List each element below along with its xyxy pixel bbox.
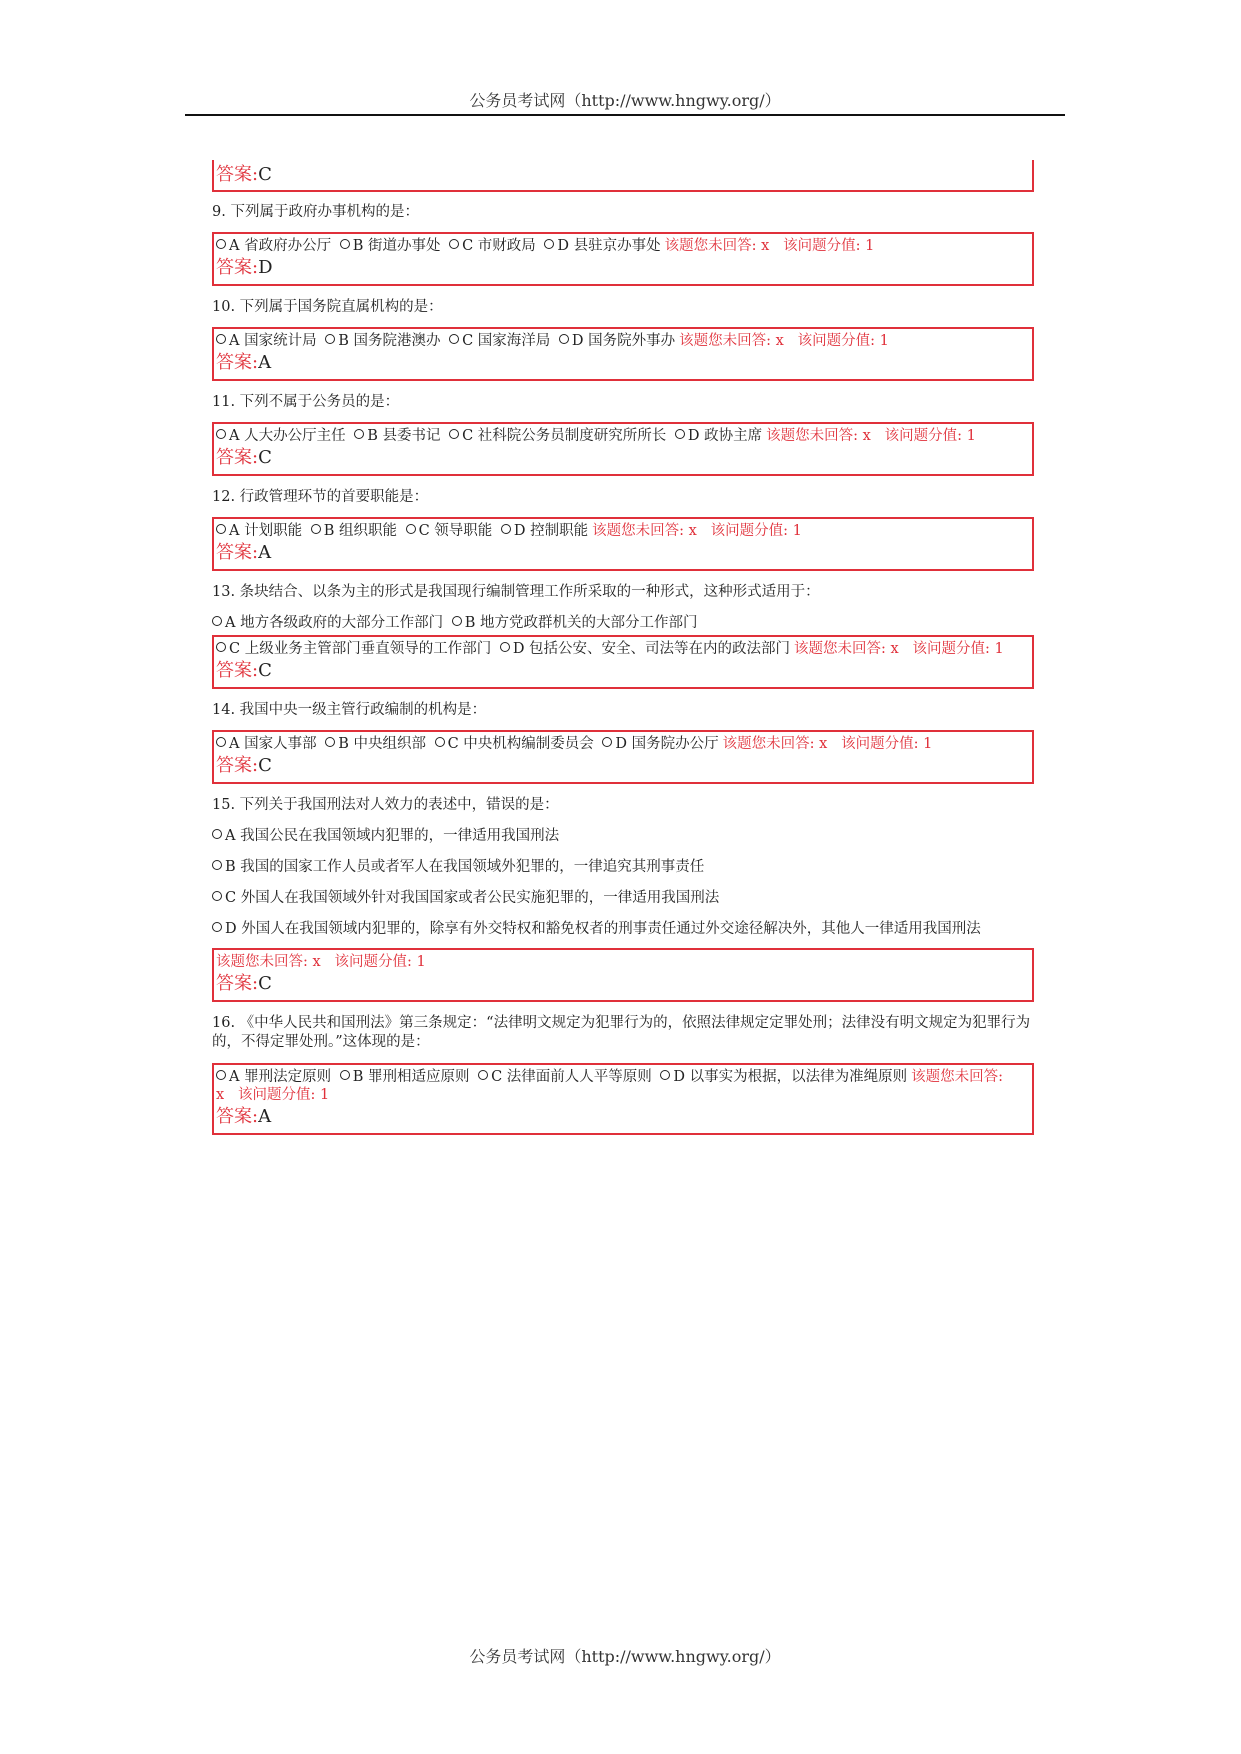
radio-icon[interactable] xyxy=(449,429,459,439)
option-c[interactable]: C 国家海洋局 xyxy=(449,333,550,349)
radio-icon[interactable] xyxy=(212,922,222,932)
radio-icon[interactable] xyxy=(478,1070,488,1080)
option-b[interactable]: B 罪刑相适应原则 xyxy=(340,1069,470,1085)
option-c[interactable]: C 中央机构编制委员会 xyxy=(435,736,594,752)
answer-line: 答案:C xyxy=(216,660,272,681)
radio-icon[interactable] xyxy=(212,829,222,839)
question-11: 11. 下列不属于公务员的是： xyxy=(212,394,400,410)
answer-line: 答案:C xyxy=(216,447,272,468)
question-13: 13. 条块结合、以条为主的形式是我国现行编制管理工作所采取的一种形式，这种形式适用于： xyxy=(212,584,820,600)
radio-icon[interactable] xyxy=(452,616,462,626)
header-rule xyxy=(185,114,1065,116)
unanswered-note: 该题您未回答: x xyxy=(592,523,697,539)
radio-icon[interactable] xyxy=(500,642,510,652)
radio-icon[interactable] xyxy=(435,737,445,747)
radio-icon[interactable] xyxy=(675,429,685,439)
question-9: 9. 下列属于政府办事机构的是： xyxy=(212,204,419,220)
option-d[interactable]: D 包括公安、安全、司法等在内的政法部门 xyxy=(500,641,790,657)
page-footer: 公务员考试网（http://www.hngwy.org/） xyxy=(469,1647,781,1666)
radio-icon[interactable] xyxy=(216,429,226,439)
radio-icon[interactable] xyxy=(216,524,226,534)
unanswered-note: 该题您未回答: x xyxy=(216,1069,1004,1103)
option-d[interactable]: D 国务院办公厅 xyxy=(602,736,718,752)
radio-icon[interactable] xyxy=(212,616,222,626)
radio-icon[interactable] xyxy=(212,860,222,870)
score-note: 该问题分值: 1 xyxy=(334,954,426,970)
answer-box-11 xyxy=(212,422,1034,476)
radio-icon[interactable] xyxy=(660,1070,670,1080)
radio-icon[interactable] xyxy=(449,334,459,344)
option-c[interactable]: C 外国人在我国领域外针对我国国家或者公民实施犯罪的，一律适用我国刑法 xyxy=(212,889,1032,908)
question-14: 14. 我国中央一级主管行政编制的机构是： xyxy=(212,702,487,718)
score-note: 该问题分值: 1 xyxy=(710,523,802,539)
radio-icon[interactable] xyxy=(216,737,226,747)
option-b[interactable]: B 我国的国家工作人员或者军人在我国领域外犯罪的，一律追究其刑事责任 xyxy=(212,858,1032,877)
question-16: 16. 《中华人民共和国刑法》第三条规定：“法律明文规定为犯罪行为的，依照法律规定定罪处刑；法律没有明文规定为犯罪行为的，不得定罪处刑。”这体现的是： xyxy=(212,1015,1031,1050)
answer-line: 答案:A xyxy=(216,352,272,373)
option-b[interactable]: B 组织职能 xyxy=(311,523,397,539)
radio-icon[interactable] xyxy=(216,239,226,249)
answer-line: 答案:A xyxy=(216,542,272,563)
radio-icon[interactable] xyxy=(340,1070,350,1080)
option-b[interactable]: B 地方党政群机关的大部分工作部门 xyxy=(452,615,698,631)
quiz-content xyxy=(212,160,1032,1135)
option-d[interactable]: D 以事实为根据，以法律为准绳原则 xyxy=(660,1069,907,1085)
unanswered-note: 该题您未回答: x xyxy=(664,238,770,254)
answer-box-9 xyxy=(212,232,1034,286)
answer-box-10 xyxy=(212,327,1034,381)
answer-box-13 xyxy=(212,635,1034,689)
score-note: 该问题分值: 1 xyxy=(841,736,933,752)
option-a[interactable]: A 国家统计局 xyxy=(216,333,317,349)
question-12: 12. 行政管理环节的首要职能是： xyxy=(212,489,429,505)
radio-icon[interactable] xyxy=(216,334,226,344)
option-d[interactable]: D 政协主席 xyxy=(675,428,762,444)
option-a[interactable]: A 计划职能 xyxy=(216,523,302,539)
radio-icon[interactable] xyxy=(449,239,459,249)
option-d[interactable]: D 外国人在我国领域内犯罪的，除享有外交特权和豁免权者的刑事责任通过外交途径解决外，其他人一律适用我国刑法 xyxy=(212,920,1032,939)
option-b[interactable]: B 县委书记 xyxy=(354,428,440,444)
score-note: 该问题分值: 1 xyxy=(797,333,889,349)
radio-icon[interactable] xyxy=(559,334,569,344)
unanswered-note: 该题您未回答: x xyxy=(722,736,828,752)
option-a[interactable]: A 国家人事部 xyxy=(216,736,317,752)
answer-line: 答案:D xyxy=(216,257,273,278)
option-a[interactable]: A 地方各级政府的大部分工作部门 xyxy=(212,615,443,631)
radio-icon[interactable] xyxy=(354,429,364,439)
score-note: 该问题分值: 1 xyxy=(238,1087,330,1103)
radio-icon[interactable] xyxy=(501,524,511,534)
option-b[interactable]: B 国务院港澳办 xyxy=(325,333,440,349)
radio-icon[interactable] xyxy=(311,524,321,534)
radio-icon[interactable] xyxy=(325,334,335,344)
question-10: 10. 下列属于国务院直属机构的是： xyxy=(212,299,443,315)
option-d[interactable]: D 控制职能 xyxy=(501,523,588,539)
radio-icon[interactable] xyxy=(216,1070,226,1080)
option-d[interactable]: D 县驻京办事处 xyxy=(544,238,660,254)
option-c[interactable]: C 上级业务主管部门垂直领导的工作部门 xyxy=(216,641,491,657)
score-note: 该问题分值: 1 xyxy=(783,238,875,254)
score-note: 该问题分值: 1 xyxy=(912,641,1004,657)
radio-icon[interactable] xyxy=(212,891,222,901)
options-line xyxy=(212,614,1032,633)
option-a[interactable]: A 人大办公厅主任 xyxy=(216,428,346,444)
answer-line: 答案:C xyxy=(216,755,272,776)
option-a[interactable]: A 我国公民在我国领域内犯罪的，一律适用我国刑法 xyxy=(212,827,1032,846)
option-b[interactable]: B 中央组织部 xyxy=(325,736,426,752)
radio-icon[interactable] xyxy=(544,239,554,249)
option-c[interactable]: C 社科院公务员制度研究所所长 xyxy=(449,428,666,444)
question-15: 15. 下列关于我国刑法对人效力的表述中，错误的是： xyxy=(212,797,559,813)
answer-line: 答案:A xyxy=(216,1106,272,1127)
answer-box-12 xyxy=(212,517,1034,571)
option-c[interactable]: C 市财政局 xyxy=(449,238,536,254)
option-d[interactable]: D 国务院外事办 xyxy=(559,333,675,349)
radio-icon[interactable] xyxy=(325,737,335,747)
unanswered-note: 该题您未回答: x xyxy=(794,641,899,657)
unanswered-note: 该题您未回答: x xyxy=(216,954,321,970)
answer-line: 答案:C xyxy=(216,973,272,994)
unanswered-note: 该题您未回答: x xyxy=(766,428,871,444)
answer-box-15 xyxy=(212,948,1034,1002)
option-a[interactable]: A 罪刑法定原则 xyxy=(216,1069,331,1085)
option-b[interactable]: B 街道办事处 xyxy=(340,238,441,254)
radio-icon[interactable] xyxy=(216,642,226,652)
radio-icon[interactable] xyxy=(406,524,416,534)
radio-icon[interactable] xyxy=(340,239,350,249)
answer-box-14 xyxy=(212,730,1034,784)
radio-icon[interactable] xyxy=(602,737,612,747)
answer-box-prev xyxy=(212,160,1034,192)
answer-line: 答案:C xyxy=(216,164,272,185)
option-a[interactable]: A 省政府办公厅 xyxy=(216,238,331,254)
option-c[interactable]: C 领导职能 xyxy=(406,523,493,539)
option-c[interactable]: C 法律面前人人平等原则 xyxy=(478,1069,652,1085)
answer-box-16 xyxy=(212,1063,1034,1135)
score-note: 该问题分值: 1 xyxy=(884,428,976,444)
unanswered-note: 该题您未回答: x xyxy=(679,333,784,349)
page-header: 公务员考试网（http://www.hngwy.org/） xyxy=(469,91,781,110)
